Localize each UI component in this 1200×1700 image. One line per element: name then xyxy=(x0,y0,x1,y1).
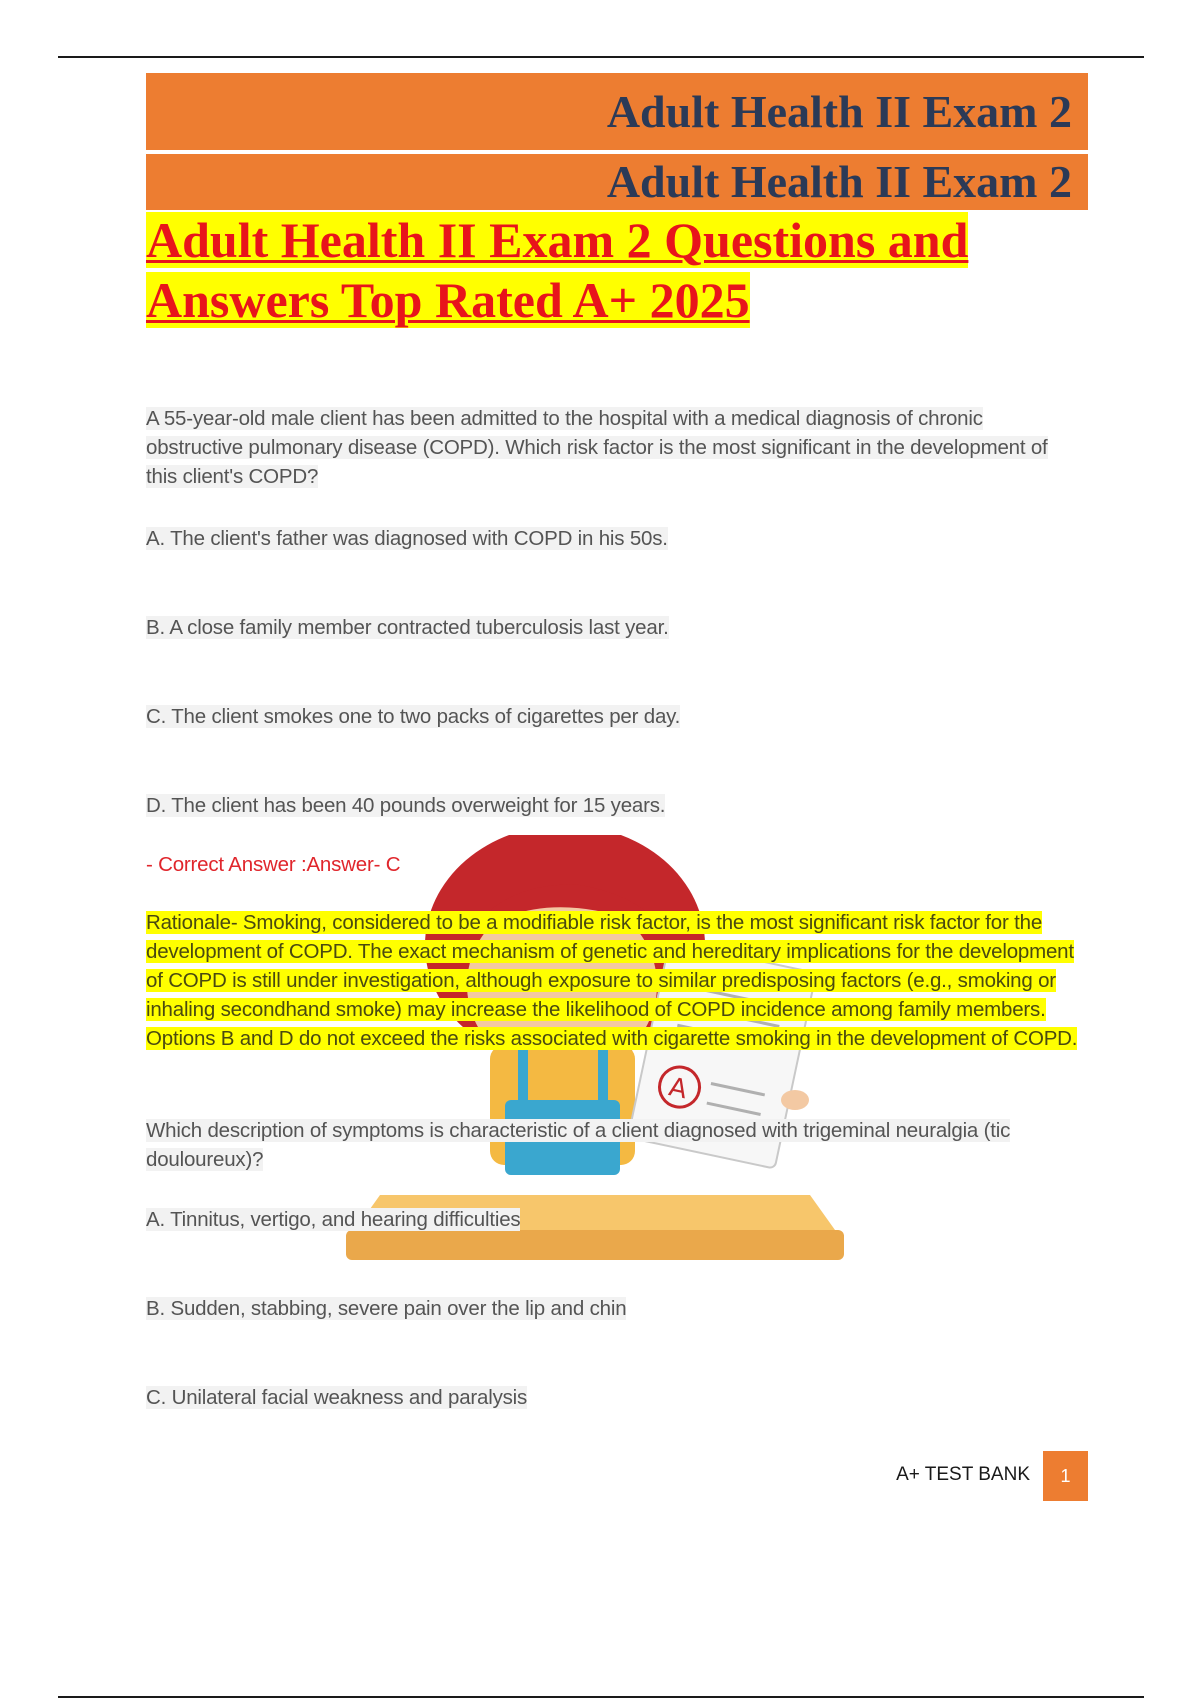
question-1-option-c-text: C. The client smokes one to two packs of cigarettes per day. xyxy=(146,705,681,728)
question-1-stem xyxy=(146,404,1081,491)
question-1-option-a xyxy=(146,524,1081,553)
question-1-option-d xyxy=(146,791,1081,820)
question-2-stem xyxy=(146,1116,1081,1174)
overall-strap-right xyxy=(598,1045,608,1105)
question-1-rationale xyxy=(146,908,1081,1053)
question-2-option-b-text: B. Sudden, stabbing, severe pain over the lip and chin xyxy=(146,1297,627,1320)
grade-mark: A xyxy=(666,1072,690,1106)
overall-strap-left xyxy=(518,1045,528,1105)
question-1-rationale-text: Rationale- Smoking, considered to be a modifiable risk factor, is the most significant risk factor for the development of COPD. The exact mechanism of genetic and hereditary implications for the development of COPD is still under investigation, although exposure to similar predisposing factors (e.g., smoking or inhaling secondhand smoke) may increase the likelihood of COPD incidence among family members. Options B and D do not exceed the risks associated with cigarette smoking in the development of COPD. xyxy=(146,911,1078,1050)
question-2-option-a-text: A. Tinnitus, vertigo, and hearing difficulties xyxy=(146,1208,521,1231)
desk-edge xyxy=(346,1230,844,1260)
bottom-rule xyxy=(58,1696,1144,1698)
top-rule xyxy=(58,56,1144,58)
page-number-badge: 1 xyxy=(1043,1451,1088,1501)
question-1-stem-text: A 55-year-old male client has been admitted to the hospital with a medical diagnosis of chronic obstructive pulmonary disease (COPD). Which risk factor is the most significant in the development of this client's COPD? xyxy=(146,407,1048,488)
question-1-option-b xyxy=(146,613,1081,642)
question-1-option-a-text: A. The client's father was diagnosed with COPD in his 50s. xyxy=(146,527,668,550)
question-2-option-a xyxy=(146,1205,1081,1234)
question-1-option-b-text: B. A close family member contracted tuberculosis last year. xyxy=(146,616,669,639)
hand-shape xyxy=(781,1090,809,1110)
header-bar-1: Adult Health II Exam 2 xyxy=(146,73,1088,150)
document-title xyxy=(146,210,1106,330)
question-2-option-c xyxy=(146,1383,1081,1412)
question-1-correct-answer: - Correct Answer :Answer- C xyxy=(146,853,401,876)
question-2-stem-text: Which description of symptoms is characteristic of a client diagnosed with trigeminal neuralgia (tic douloureux)? xyxy=(146,1119,1011,1171)
question-1-option-d-text: D. The client has been 40 pounds overweight for 15 years. xyxy=(146,794,666,817)
header-bar-2: Adult Health II Exam 2 xyxy=(146,154,1088,210)
document-title-text: Adult Health II Exam 2 Questions and Answers Top Rated A+ 2025 xyxy=(146,212,969,328)
question-2-option-b xyxy=(146,1294,1081,1323)
footer-test-bank-label: A+ TEST BANK xyxy=(896,1464,1030,1485)
question-1-option-c xyxy=(146,702,1081,731)
question-2-option-c-text: C. Unilateral facial weakness and paralysis xyxy=(146,1386,528,1409)
